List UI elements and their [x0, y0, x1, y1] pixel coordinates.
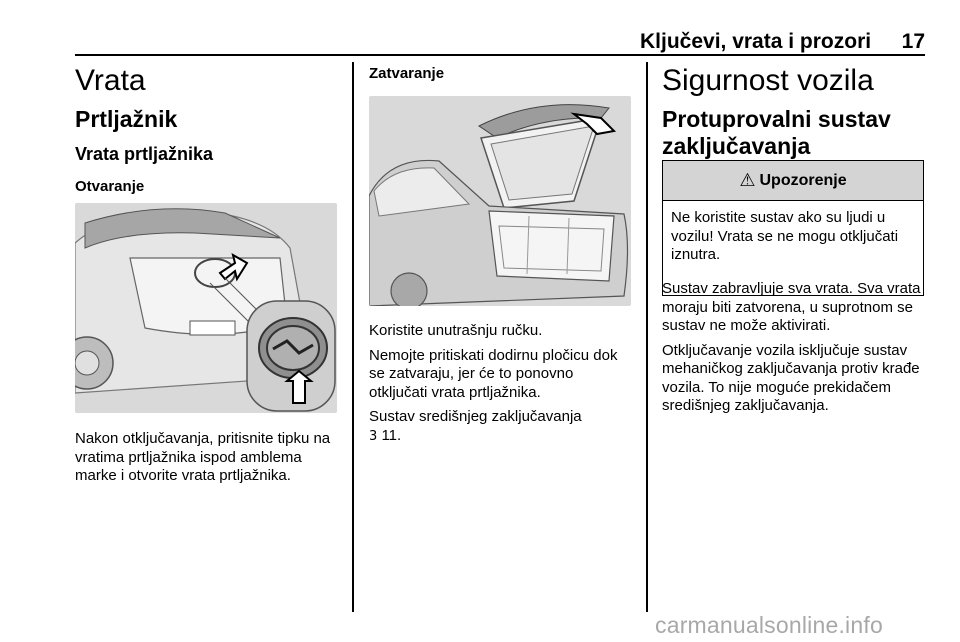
central-locking-text: Sustav središnjeg zaključavanja	[369, 408, 582, 425]
paragraph-deadlock: Sustav zabravljuje sva vrata. Sva vrata moraju biti zatvorena, u suprotnom se sustav ne može aktivirati.	[662, 280, 921, 334]
running-title: Ključevi, vrata i prozori	[640, 30, 872, 53]
figure-tailgate-closing	[369, 96, 631, 306]
warning-box	[662, 160, 924, 296]
paragraph-unlock: Otključavanje vozila isključuje sustav mehaničkog zaključavanja protiv krađe vozila. To nije moguće prekidačem središnjeg zaključavanja.	[662, 341, 920, 414]
procedure-heading-otvaranje: Otvaranje	[75, 178, 145, 195]
warning-triangle-icon: ⚠	[739, 170, 756, 190]
subheading-protuprovalni: Protuprovalni sustav zaključavanja	[662, 106, 891, 159]
page-number: 17	[901, 30, 925, 53]
page-ref-glyph: 3	[369, 428, 378, 444]
header-rule	[75, 54, 925, 56]
procedure-heading-zatvaranje: Zatvaranje	[369, 65, 445, 82]
closing-instructions	[369, 322, 635, 446]
subsubheading-vrata-prtljaznika: Vrata prtljažnika	[75, 144, 214, 164]
watermark-text: carmanualsonline.info	[655, 612, 883, 638]
warning-title: Upozorenje	[759, 171, 847, 189]
paragraph-inner-handle: Koristite unutrašnju ručku.	[369, 322, 543, 339]
page-ref-link[interactable]: 11.	[381, 426, 402, 444]
paragraph-central-locking	[369, 408, 635, 446]
figure-tailgate-release	[75, 203, 337, 413]
paragraph-touch-pad-warning: Nemojte pritiskati dodirnu pločicu dok se zatvaraju, jer će to ponovno otključati vrata prtljažnika.	[369, 346, 618, 401]
subheading-prtljaznik: Prtljažnik	[75, 106, 178, 132]
opening-instructions	[75, 430, 340, 492]
anti-theft-description	[662, 280, 927, 422]
warning-text: Ne koristite sustav ako su ljudi u vozilu! Vrata se ne mogu otključati iznutra.	[671, 209, 899, 263]
column-divider-1	[352, 62, 354, 612]
section-heading-vrata: Vrata	[75, 64, 146, 97]
section-heading-sigurnost: Sigurnost vozila	[662, 64, 874, 97]
warning-header	[663, 161, 923, 201]
column-divider-2	[646, 62, 648, 612]
paragraph-opening: Nakon otključavanja, pritisnite tipku na vratima prtljažnika ispod amblema marke i otvorite vrata prtljažnika.	[75, 430, 331, 484]
